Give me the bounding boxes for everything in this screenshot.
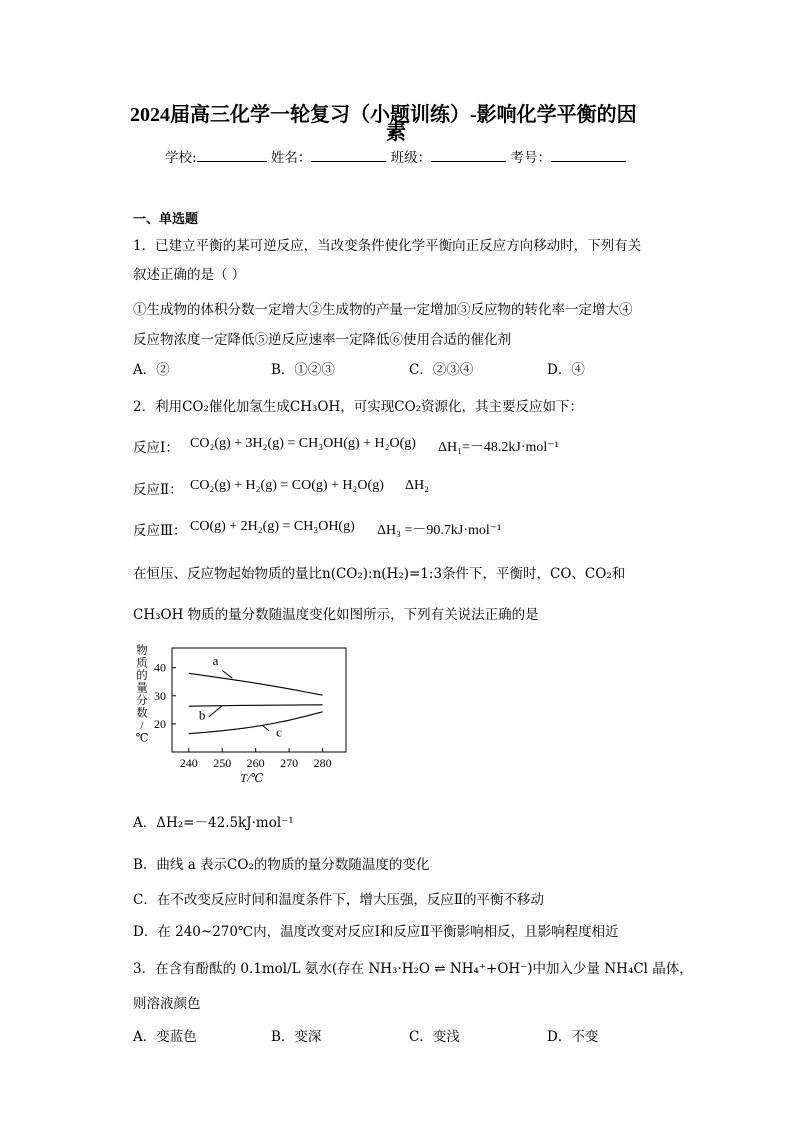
series-c-label: c [276, 724, 282, 740]
y-axis-label-char: 数 [136, 707, 148, 720]
reaction-1-label: 反应Ⅰ： [133, 440, 179, 456]
series-b-line [189, 705, 323, 706]
name-field[interactable] [311, 148, 386, 162]
series-c-line [189, 712, 323, 734]
q2-condition-1: 在恒压、反应物起始物质的量比n(CO₂):n(H₂)=1:3条件下，平衡时，CO、CO₂和 [133, 566, 626, 582]
series-a-leader [222, 670, 232, 678]
reaction-2-enthalpy: ΔH₂ [405, 478, 429, 493]
series-b-leader [209, 706, 222, 717]
q2-condition-2: CH₃OH 物质的量分数随温度变化如图所示，下列有关说法正确的是 [133, 607, 539, 623]
x-tick-label: 280 [313, 756, 332, 770]
y-tick-label: 40 [154, 660, 166, 675]
y-tick-label: 30 [154, 688, 166, 703]
reaction-2-label: 反应Ⅱ： [133, 482, 183, 498]
q1-option-d[interactable]: D．④ [547, 362, 585, 378]
reaction-1-equation: CO₂(g) + 3H₂(g) = CH₃OH(g) + H₂O(g) [190, 436, 416, 451]
series-a-line [189, 673, 323, 695]
q1-items-2: 反应物浓度一定降低⑤逆反应速率一定降低⑥使用合适的催化剂 [133, 332, 511, 348]
y-axis-label-char: 质 [136, 657, 148, 670]
reaction-1-enthalpy: ΔH₁=－48.2kJ·mol⁻¹ [438, 440, 559, 455]
x-tick-label: 240 [179, 756, 198, 770]
y-axis-label-char: 物 [136, 645, 148, 657]
name-label: 姓名： [270, 150, 312, 166]
q3-option-a[interactable]: A．变蓝色 [133, 1029, 197, 1045]
exam-no-field[interactable] [551, 148, 626, 162]
y-axis-label-char: 量 [136, 682, 148, 695]
school-label: 学校: [165, 150, 197, 166]
class-label: 班级： [390, 150, 432, 166]
school-field[interactable] [197, 148, 267, 162]
q3-option-d[interactable]: D．不变 [547, 1029, 599, 1045]
y-axis-label-char: ℃ [135, 732, 149, 745]
q1-option-c[interactable]: C．②③④ [409, 362, 474, 378]
fraction-vs-temperature-chart [130, 640, 360, 790]
q2-option-d[interactable]: D．在 240~270℃内，温度改变对反应Ⅰ和反应Ⅱ平衡影响相反，且影响程度相近 [133, 924, 619, 940]
q3-stem-2: 则溶液颜色 [133, 996, 201, 1012]
q2-stem: 2．利用CO₂催化加氢生成CH₃OH，可实现CO₂资源化，其主要反应如下： [133, 399, 584, 415]
class-field[interactable] [431, 148, 506, 162]
x-tick-label: 260 [246, 756, 265, 770]
x-axis-label: T/℃ [240, 771, 264, 785]
q3-option-b[interactable]: B．变深 [271, 1029, 322, 1045]
q2-option-a[interactable]: A．ΔH₂=－42.5kJ·mol⁻¹ [133, 815, 294, 831]
q1-stem-2: 叙述正确的是（ ） [133, 267, 246, 283]
reaction-2-equation: CO₂(g) + H₂(g) = CO(g) + H₂O(g) [190, 478, 384, 493]
x-tick-label: 250 [213, 756, 232, 770]
page-title-cont: 素 [386, 122, 406, 144]
page-title: 2024届高三化学一轮复习（小题训练）-影响化学平衡的因 [130, 104, 637, 126]
q1-items-1: ①生成物的体积分数一定增大②生成物的产量一定增加③反应物的转化率一定增大④ [133, 302, 633, 318]
series-a-label: a [212, 652, 219, 668]
y-axis-label [136, 643, 149, 745]
q1-option-a[interactable]: A．② [133, 362, 170, 378]
y-tick-label: 20 [154, 716, 166, 731]
q2-option-b[interactable]: B．曲线 a 表示CO₂的物质的量分数随温度的变化 [133, 857, 430, 873]
q3-option-c[interactable]: C．变浅 [409, 1029, 460, 1045]
q2-option-c[interactable]: C．在不改变反应时间和温度条件下，增大压强，反应Ⅱ的平衡不移动 [133, 892, 545, 908]
exam-no-label: 考号： [510, 150, 551, 166]
series-b-label: b [198, 707, 206, 723]
y-axis-label-char: 的 [136, 670, 148, 682]
y-axis-label-char: 分 [136, 695, 148, 707]
q1-stem-1: 1．已建立平衡的某可逆反应，当改变条件使化学平衡向正反应方向移动时，下列有关 [133, 238, 642, 254]
section-heading: 一、单选题 [133, 212, 199, 227]
series-c-leader [262, 725, 269, 731]
y-axis-label-char: / [140, 720, 144, 732]
reaction-3-equation: CO(g) + 2H₂(g) = CH₃OH(g) [190, 519, 355, 534]
reaction-3-enthalpy: ΔH₃ =－90.7kJ·mol⁻¹ [377, 523, 502, 538]
reaction-3-label: 反应Ⅲ： [133, 523, 187, 539]
x-tick-label: 270 [280, 756, 299, 770]
q1-option-b[interactable]: B．①②③ [271, 362, 335, 378]
q3-stem-1: 3．在含有酚酞的 0.1mol/L 氨水(存在 NH₃·H₂O ⇌ NH₄⁺+OH⁻)中加入少量 NH₄Cl 晶体， [133, 961, 693, 977]
info-line [165, 146, 626, 166]
plot-frame [172, 648, 346, 752]
